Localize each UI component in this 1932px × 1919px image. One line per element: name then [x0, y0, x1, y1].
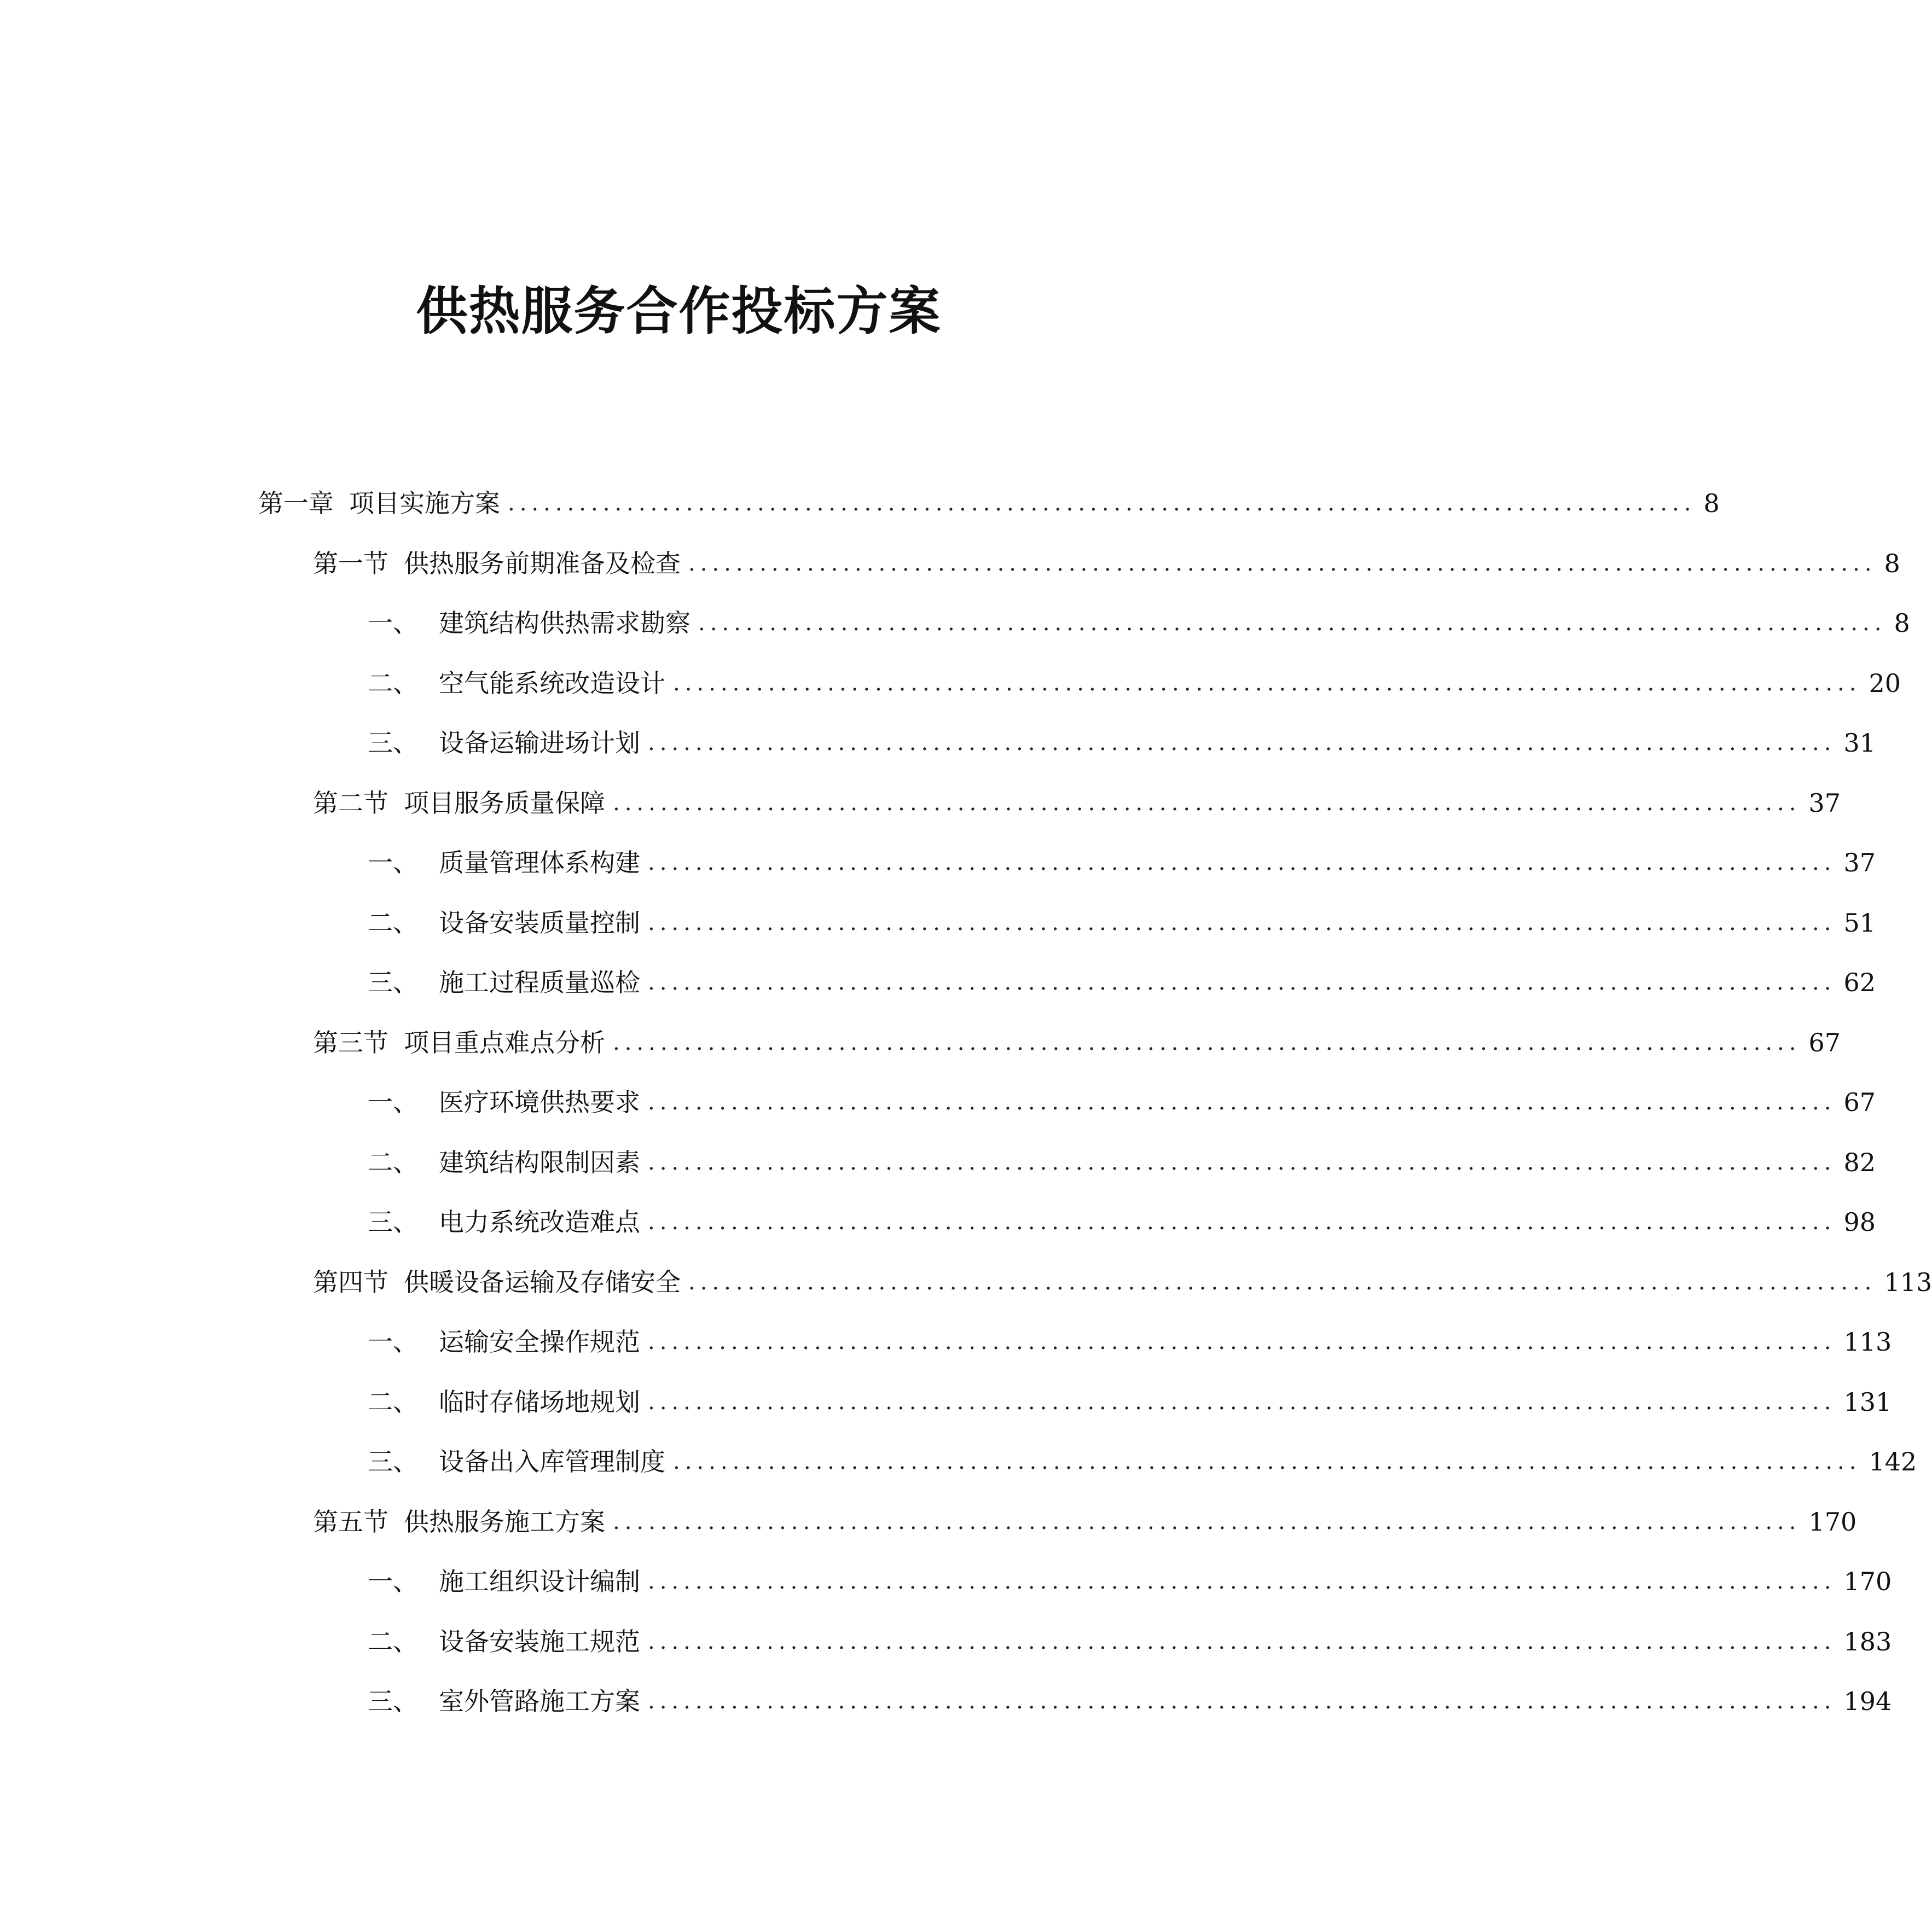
- toc-dot-leader: ....................................................................................................: [648, 1569, 1836, 1594]
- toc-entry-number: 二、: [368, 1387, 418, 1417]
- toc-entry-page-number: 8: [1894, 608, 1910, 638]
- toc-entry-number: 二、: [368, 668, 418, 698]
- toc-dot-leader: ....................................................................................................: [688, 1269, 1877, 1295]
- toc-entry[interactable]: [368, 1440, 1917, 1484]
- toc-entry[interactable]: [313, 1260, 1932, 1304]
- toc-entry-number: 一、: [368, 848, 418, 877]
- toc-entry[interactable]: [368, 901, 1876, 945]
- toc-dot-leader: ....................................................................................................: [648, 1389, 1836, 1415]
- toc-entry-page-number: 142: [1869, 1447, 1917, 1476]
- toc-entry-page-number: 8: [1884, 548, 1900, 578]
- toc-entry-page-number: 8: [1703, 489, 1720, 518]
- toc-entry-page-number: 183: [1843, 1626, 1892, 1656]
- toc-entry-page-number: 51: [1843, 908, 1876, 938]
- toc-entry-number: 第五节: [313, 1507, 388, 1537]
- toc-entry-number: 第二节: [313, 788, 388, 818]
- toc-dot-leader: ....................................................................................................: [648, 850, 1836, 875]
- toc-entry-page-number: 37: [1808, 788, 1841, 818]
- toc-entry-number: 三、: [368, 728, 418, 758]
- toc-entry-title: 医疗环境供热要求: [439, 1088, 640, 1117]
- toc-entry[interactable]: [313, 1021, 1841, 1065]
- toc-entry-number: 三、: [368, 1207, 418, 1237]
- toc-entry[interactable]: [368, 961, 1876, 1004]
- toc-entry-number: 一、: [368, 1088, 418, 1117]
- toc-entry[interactable]: [368, 1320, 1892, 1364]
- toc-entry[interactable]: [368, 601, 1910, 645]
- toc-entry-page-number: 170: [1843, 1567, 1892, 1596]
- toc-entry-number: 二、: [368, 908, 418, 938]
- toc-entry-title: 质量管理体系构建: [439, 848, 640, 877]
- toc-entry-title: 空气能系统改造设计: [439, 668, 665, 698]
- toc-entry-title: 设备安装施工规范: [439, 1626, 640, 1656]
- toc-entry[interactable]: [368, 1620, 1892, 1664]
- toc-entry-title: 项目服务质量保障: [404, 788, 605, 818]
- toc-entry-title: 建筑结构限制因素: [439, 1147, 640, 1177]
- toc-entry[interactable]: [258, 481, 1720, 525]
- toc-dot-leader: ....................................................................................................: [648, 910, 1836, 935]
- toc-entry[interactable]: [313, 781, 1841, 825]
- toc-entry-title: 施工组织设计编制: [439, 1567, 640, 1596]
- toc-entry-title: 供热服务前期准备及检查: [404, 548, 681, 578]
- toc-entry-page-number: 194: [1843, 1687, 1892, 1716]
- toc-entry-page-number: 37: [1843, 848, 1876, 877]
- toc-entry-page-number: 131: [1843, 1387, 1892, 1417]
- toc-dot-leader: ....................................................................................................: [613, 790, 1801, 816]
- toc-entry-title: 设备安装质量控制: [439, 908, 640, 938]
- toc-entry-title: 项目重点难点分析: [404, 1027, 605, 1057]
- toc-dot-leader: ....................................................................................................: [698, 610, 1887, 636]
- toc-entry-number: 三、: [368, 968, 418, 997]
- toc-entry-number: 一、: [368, 608, 418, 638]
- toc-entry[interactable]: [368, 841, 1876, 885]
- toc-dot-leader: ....................................................................................................: [613, 1030, 1801, 1055]
- toc-entry[interactable]: [368, 1560, 1892, 1603]
- toc-entry-number: 第四节: [313, 1267, 388, 1297]
- toc-dot-leader: ....................................................................................................: [673, 670, 1861, 696]
- document-title: 供热服务合作投标方案: [416, 282, 942, 341]
- toc-entry[interactable]: [368, 661, 1901, 705]
- toc-dot-leader: ....................................................................................................: [648, 1209, 1836, 1235]
- toc-dot-leader: ....................................................................................................: [648, 1090, 1836, 1115]
- toc-entry-title: 室外管路施工方案: [439, 1687, 640, 1716]
- toc-entry-number: 三、: [368, 1687, 418, 1716]
- toc-dot-leader: ....................................................................................................: [673, 1449, 1861, 1474]
- toc-dot-leader: ....................................................................................................: [648, 1329, 1836, 1354]
- toc-dot-leader: ....................................................................................................: [508, 491, 1696, 516]
- toc-entry-number: 第一节: [313, 548, 388, 578]
- toc-entry-number: 二、: [368, 1626, 418, 1656]
- toc-entry-number: 三、: [368, 1447, 418, 1476]
- toc-entry-page-number: 20: [1869, 668, 1901, 698]
- toc-entry-title: 临时存储场地规划: [439, 1387, 640, 1417]
- toc-entry[interactable]: [313, 1500, 1857, 1544]
- toc-entry-page-number: 170: [1808, 1507, 1857, 1537]
- toc-entry-title: 项目实施方案: [349, 489, 500, 518]
- toc-entry[interactable]: [368, 1080, 1876, 1124]
- toc-entry-number: 一、: [368, 1567, 418, 1596]
- toc-entry-number: 一、: [368, 1327, 418, 1357]
- toc-entry[interactable]: [368, 1679, 1892, 1723]
- toc-entry-number: 第三节: [313, 1027, 388, 1057]
- toc-entry-page-number: 67: [1808, 1027, 1841, 1057]
- toc-entry[interactable]: [368, 721, 1876, 765]
- toc-entry-title: 设备运输进场计划: [439, 728, 640, 758]
- toc-entry[interactable]: [368, 1200, 1876, 1244]
- toc-entry-title: 供热服务施工方案: [404, 1507, 605, 1537]
- toc-entry-page-number: 98: [1843, 1207, 1876, 1237]
- toc-dot-leader: ....................................................................................................: [648, 1629, 1836, 1654]
- toc-entry-page-number: 31: [1843, 728, 1876, 758]
- toc-dot-leader: ....................................................................................................: [688, 550, 1877, 576]
- toc-entry-page-number: 62: [1843, 968, 1876, 997]
- toc-entry-title: 电力系统改造难点: [439, 1207, 640, 1237]
- toc-entry-page-number: 113: [1843, 1327, 1892, 1357]
- toc-entry-page-number: 82: [1843, 1147, 1876, 1177]
- toc-entry-number: 第一章: [258, 489, 334, 518]
- toc-dot-leader: ....................................................................................................: [648, 730, 1836, 755]
- toc-entry-title: 供暖设备运输及存储安全: [404, 1267, 681, 1297]
- toc-entry[interactable]: [368, 1141, 1876, 1184]
- toc-entry-number: 二、: [368, 1147, 418, 1177]
- toc-entry[interactable]: [368, 1380, 1892, 1424]
- toc-entry-title: 运输安全操作规范: [439, 1327, 640, 1357]
- toc-entry-page-number: 67: [1843, 1088, 1876, 1117]
- toc-dot-leader: ....................................................................................................: [648, 1149, 1836, 1175]
- toc-dot-leader: ....................................................................................................: [648, 1689, 1836, 1714]
- toc-entry-title: 设备出入库管理制度: [439, 1447, 665, 1476]
- toc-entry-title: 施工过程质量巡检: [439, 968, 640, 997]
- toc-entry-title: 建筑结构供热需求勘察: [439, 608, 691, 638]
- toc-dot-leader: ....................................................................................................: [648, 970, 1836, 995]
- toc-dot-leader: ....................................................................................................: [613, 1509, 1801, 1534]
- toc-entry[interactable]: [313, 542, 1900, 585]
- toc-entry-page-number: 113: [1884, 1267, 1932, 1297]
